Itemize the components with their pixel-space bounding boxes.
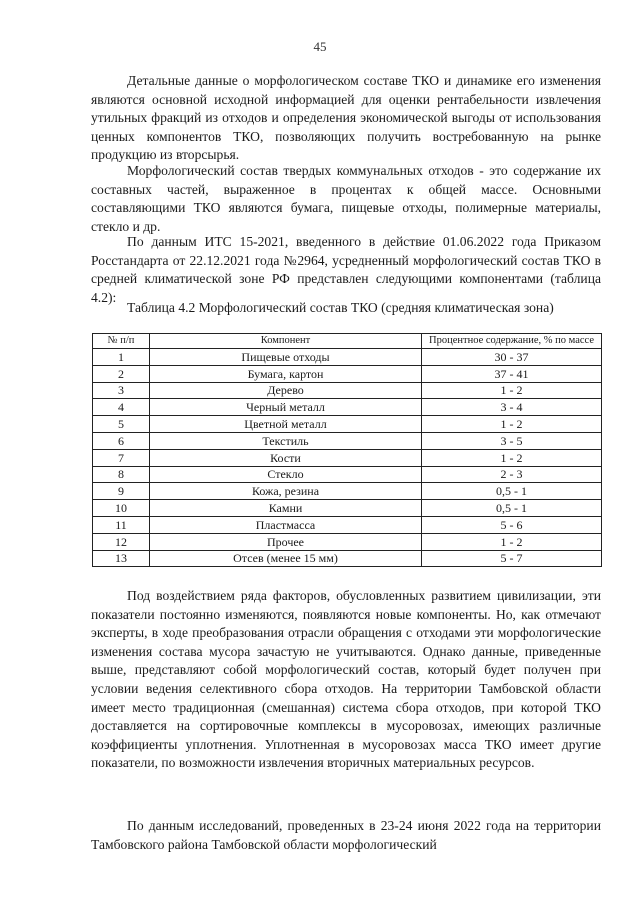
table-row [93, 533, 602, 550]
row-number: 13 [93, 550, 150, 567]
row-component: Кости [150, 449, 422, 466]
row-component: Дерево [150, 382, 422, 399]
row-percent: 5 - 6 [422, 516, 602, 533]
table-row [93, 483, 602, 500]
table-row [93, 550, 602, 567]
table-row [93, 365, 602, 382]
header-component: Компонент [150, 334, 422, 349]
row-percent: 0,5 - 1 [422, 483, 602, 500]
row-number: 9 [93, 483, 150, 500]
row-number: 12 [93, 533, 150, 550]
row-component: Цветной металл [150, 416, 422, 433]
row-component: Камни [150, 500, 422, 517]
row-number: 3 [93, 382, 150, 399]
row-percent: 37 - 41 [422, 365, 602, 382]
header-percent: Процентное содержание, % по массе [422, 334, 602, 349]
row-percent: 30 - 37 [422, 349, 602, 366]
row-component: Текстиль [150, 432, 422, 449]
row-number: 10 [93, 500, 150, 517]
row-component: Стекло [150, 466, 422, 483]
table-row [93, 449, 602, 466]
row-component: Черный металл [150, 399, 422, 416]
table-row [93, 399, 602, 416]
row-number: 4 [93, 399, 150, 416]
row-percent: 5 - 7 [422, 550, 602, 567]
page-number: 45 [313, 39, 327, 54]
row-component: Кожа, резина [150, 483, 422, 500]
paragraph-factors: Под воздействием ряда факторов, обусловленных развитием цивилизации, эти показатели постоянно изменяются, появляются новые компоненты. Но, как отмечают эксперты, в ходе преобразования отрасли обращения с отходами эти морфологические изменения состава мусора зачастую не учитываются. Однако данные, приведенные выше, представляют собой морфологический состав, который будет получен при условии ведения селективного сбора отходов. На территории Тамбовской области имеет место традиционная (смешанная) система сбора отходов, при которой ТКО доставляется на сортировочные комплексы в мусоровозах, имеющих различные коэффициенты уплотнения. Уплотненная в мусоровозах масса ТКО имеет другие показатели, по возможности извлечения вторичных материальных ресурсов. [91, 588, 601, 771]
row-component: Пищевые отходы [150, 349, 422, 366]
row-percent: 1 - 2 [422, 533, 602, 550]
header-number: № п/п [93, 334, 150, 349]
table-row [93, 516, 602, 533]
table-row [93, 382, 602, 399]
row-percent: 2 - 3 [422, 466, 602, 483]
row-number: 2 [93, 365, 150, 382]
row-number: 11 [93, 516, 150, 533]
row-number: 7 [93, 449, 150, 466]
table-row [93, 416, 602, 433]
table-row [93, 466, 602, 483]
paragraph-morphology-definition: Морфологический состав твердых коммунальных отходов - это содержание их составных частей, выраженное в процентах к общей массе. Основными составляющими ТКО являются бумага, пищевые отходы, полимерные материалы, стекло и др. [91, 163, 601, 234]
paragraph-research: По данным исследований, проведенных в 23-24 июня 2022 года на территории Тамбовского района Тамбовской области морфологический [91, 818, 601, 852]
row-percent: 1 - 2 [422, 416, 602, 433]
row-percent: 0,5 - 1 [422, 500, 602, 517]
table-row [93, 349, 602, 366]
row-component: Бумага, картон [150, 365, 422, 382]
row-component: Отсев (менее 15 мм) [150, 550, 422, 567]
row-percent: 3 - 4 [422, 399, 602, 416]
table-row [93, 500, 602, 517]
row-number: 1 [93, 349, 150, 366]
row-percent: 1 - 2 [422, 449, 602, 466]
row-component: Прочее [150, 533, 422, 550]
row-percent: 3 - 5 [422, 432, 602, 449]
paragraph-its-reference: По данным ИТС 15-2021, введенного в действие 01.06.2022 года Приказом Росстандарта от 22.12.2021 года №2964, усредненный морфологический состав ТКО в средней климатической зоне РФ представлен следующими компонентами (таблица 4.2): [91, 234, 601, 305]
row-number: 5 [93, 416, 150, 433]
table-row [93, 432, 602, 449]
row-number: 6 [93, 432, 150, 449]
table-caption: Таблица 4.2 Морфологический состав ТКО (средняя климатическая зона) [127, 300, 554, 315]
row-number: 8 [93, 466, 150, 483]
morphology-table [92, 333, 602, 567]
table-header-row [93, 334, 602, 349]
row-component: Пластмасса [150, 516, 422, 533]
paragraph-morphology-data: Детальные данные о морфологическом составе ТКО и динамике его изменения являются основной исходной информацией для оценки рентабельности извлечения утильных фракций из отходов и определения экономической выгоды от использования ценных компонентов ТКО, позволяющих получить востребованную на рынке продукцию из вторсырья. [91, 73, 601, 163]
row-percent: 1 - 2 [422, 382, 602, 399]
